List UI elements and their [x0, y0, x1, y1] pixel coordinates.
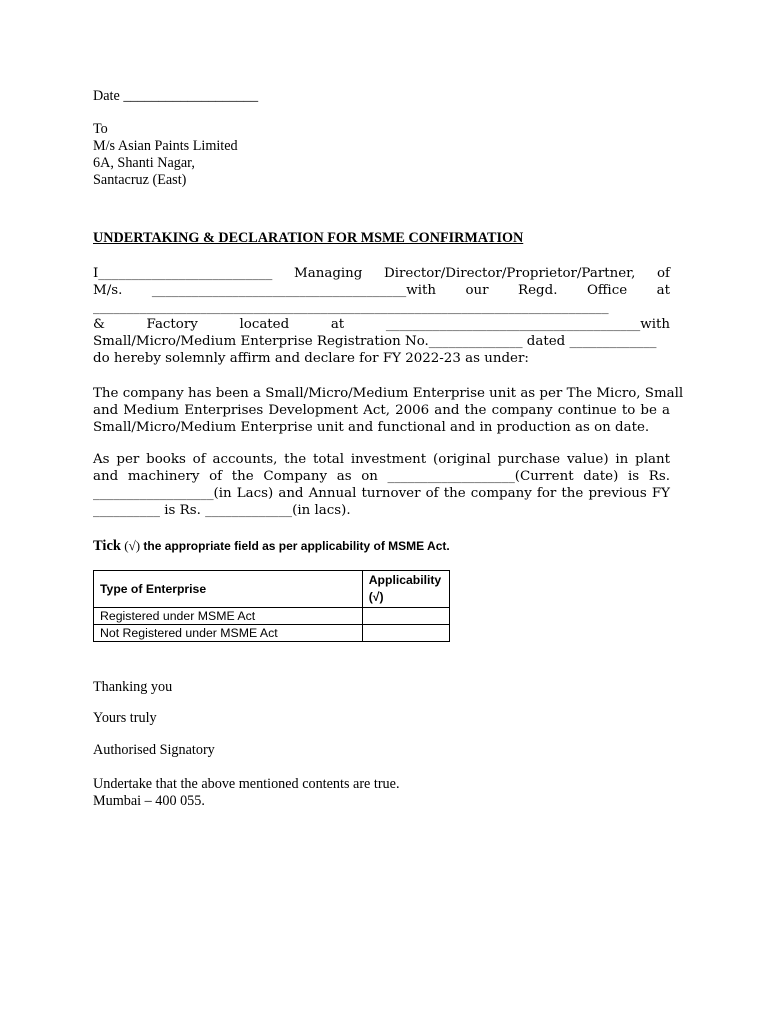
document-page — [93, 0, 684, 1024]
row-registered-applicability-cell[interactable] — [362, 608, 449, 625]
undertake-statement: Undertake that the above mentioned contents are true. — [93, 776, 400, 792]
thanking-you: Thanking you — [93, 679, 173, 695]
paragraph-2-line-3: __________________(in Lacs) and Annual turnover of the company for the previous FY — [93, 486, 670, 501]
place-mumbai: Mumbai – 400 055. — [93, 793, 205, 809]
declaration-line-3: _____________________________________________________________________________ — [93, 300, 609, 315]
address-street: 6A, Shanti Nagar, — [93, 155, 195, 171]
declaration-line-1: I__________________________ Managing Director/Director/Proprietor/Partner, of — [93, 266, 670, 281]
declaration-line-2: M/s. ______________________________________with our Regd. Office at — [93, 283, 670, 298]
declaration-line-6: do hereby solemnly affirm and declare for FY 2022-23 as under: — [93, 351, 529, 366]
paragraph-1-line-1: The company has been a Small/Micro/Medium Enterprise unit as per The Micro, Small — [93, 386, 684, 401]
paragraph-2-line-1: As per books of accounts, the total investment (original purchase value) in plant — [93, 452, 670, 467]
paragraph-2-line-4: __________ is Rs. _____________(in lacs). — [93, 503, 351, 518]
declaration-line-4: & Factory located at ______________________________________with — [93, 317, 670, 332]
header-applicability: Applicability (√) — [362, 571, 449, 608]
header-type-of-enterprise: Type of Enterprise — [94, 571, 363, 608]
authorised-signatory: Authorised Signatory — [93, 742, 215, 758]
enterprise-type-table — [93, 570, 450, 642]
tick-symbol: (√) — [124, 538, 141, 553]
table-header-row — [94, 571, 450, 608]
table-row — [94, 625, 450, 642]
tick-instruction — [93, 537, 450, 555]
address-to: To — [93, 121, 108, 137]
document-heading: UNDERTAKING & DECLARATION FOR MSME CONFIRMATION — [93, 230, 524, 246]
paragraph-1-line-3: Small/Micro/Medium Enterprise unit and functional and in production as on date. — [93, 420, 650, 435]
row-not-registered-label: Not Registered under MSME Act — [94, 625, 363, 642]
row-not-registered-applicability-cell[interactable] — [362, 625, 449, 642]
yours-truly: Yours truly — [93, 710, 157, 726]
address-area: Santacruz (East) — [93, 172, 187, 188]
address-company: M/s Asian Paints Limited — [93, 138, 238, 154]
date-line: Date ___________________ — [93, 88, 259, 104]
tick-word: Tick — [93, 538, 121, 554]
table-row — [94, 608, 450, 625]
declaration-line-5: Small/Micro/Medium Enterprise Registration No.______________ dated _____________ — [93, 334, 657, 349]
paragraph-1-line-2: and Medium Enterprises Development Act, 2006 and the company continue to be a — [93, 403, 670, 418]
paragraph-2-line-2: and machinery of the Company as on ___________________(Current date) is Rs. — [93, 469, 670, 484]
row-registered-label: Registered under MSME Act — [94, 608, 363, 625]
tick-instruction-text: the appropriate field as per applicability of MSME Act. — [140, 539, 450, 553]
